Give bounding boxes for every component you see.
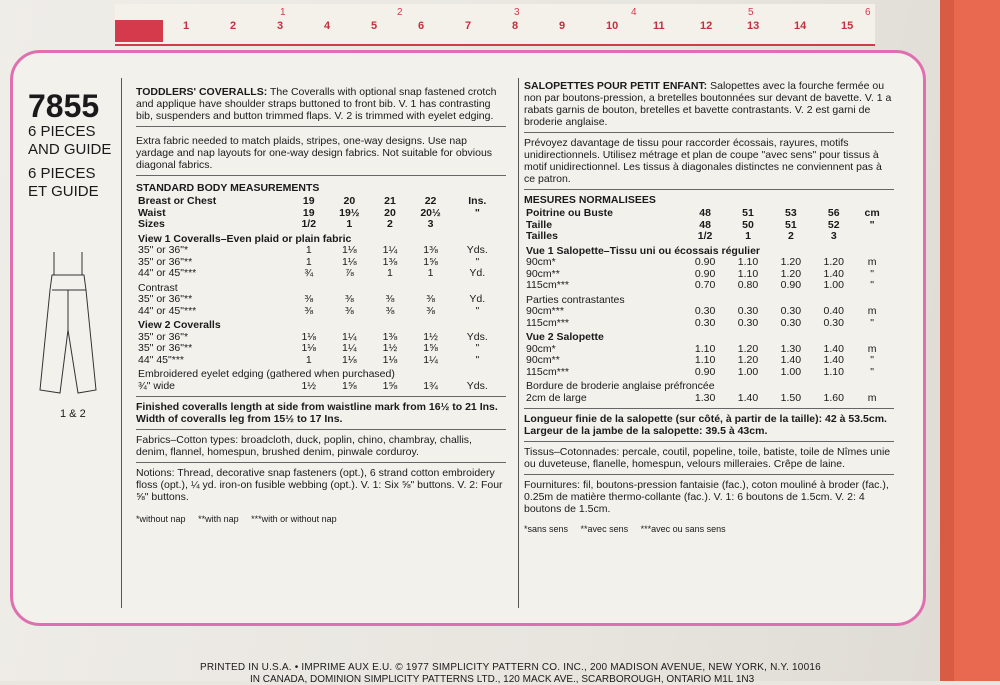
table-row bbox=[136, 381, 501, 393]
table-cell: 0.80 bbox=[737, 279, 759, 291]
pieces-en: 6 PIECES bbox=[28, 123, 96, 140]
table-cell: 1 bbox=[745, 230, 751, 242]
table-cell: ⅜ bbox=[304, 304, 314, 317]
table-cell: 1.60 bbox=[823, 391, 844, 404]
table-cell: Breast or Chest bbox=[138, 195, 217, 207]
table-row bbox=[136, 366, 501, 381]
fr-notions: Fournitures: fil, boutons-pression fantaisie (fac.), coton mouliné à broder (fac.), 0.25m de matière thermo-collante (fac.). V. 1: 6 boutons de 1.5cm. V. 2: 4 boutons de 1.5cm. bbox=[524, 479, 889, 515]
table-cell: 1.20 bbox=[780, 256, 802, 268]
table-cell: 115cm*** bbox=[526, 365, 569, 378]
ruler-cm-mark: 15 bbox=[841, 20, 854, 32]
ruler-cm-mark: 11 bbox=[653, 20, 665, 32]
table-cell: 1¼ bbox=[382, 244, 398, 256]
table-cell bbox=[855, 231, 889, 243]
footer-printed: PRINTED IN U.S.A. • IMPRIME AUX E.U. © 1977 SIMPLICITY PATTERN CO. INC., 200 MADISON AVENUE, NEW YORK, N.Y. 10016 bbox=[200, 662, 821, 673]
table-cell: 1⅝ bbox=[382, 379, 398, 392]
en-legend-3: ***with or without nap bbox=[251, 514, 337, 524]
ruler-red-mark bbox=[115, 20, 163, 42]
ruler-cm-mark: 8 bbox=[512, 20, 519, 32]
table-cell: 1.40 bbox=[823, 267, 844, 280]
ruler-cm-mark: 3 bbox=[277, 20, 284, 32]
table-cell: 1½ bbox=[382, 342, 398, 354]
table-cell: 35" or 36"** bbox=[138, 293, 193, 305]
table-cell: Taille bbox=[526, 218, 553, 231]
table-cell: " bbox=[474, 206, 480, 219]
table-cell: 20 bbox=[384, 206, 396, 219]
table-cell: 2 bbox=[787, 230, 794, 242]
fr-legend-1: *sans sens bbox=[524, 524, 569, 534]
table-cell: 52 bbox=[827, 218, 840, 231]
table-row bbox=[524, 355, 889, 367]
table-cell: 1.20 bbox=[780, 267, 802, 280]
table-cell: 44" or 45"*** bbox=[138, 267, 197, 279]
table-cell: Waist bbox=[138, 206, 166, 219]
table-row bbox=[524, 257, 889, 269]
table-row bbox=[524, 243, 889, 258]
table-cell: 51 bbox=[742, 207, 754, 219]
en-finished-length: Finished coveralls length at side from waistline mark from 16½ to 21 Ins. bbox=[136, 401, 498, 413]
pattern-number: 7855 bbox=[28, 88, 100, 124]
table-cell: 1.50 bbox=[780, 391, 802, 404]
table-cell: 1⅛ bbox=[342, 244, 357, 256]
table-cell: 1⅝ bbox=[342, 379, 357, 392]
table-row bbox=[136, 317, 501, 332]
table-cell: 1.30 bbox=[694, 391, 716, 404]
fr-fabrics: Tissus–Cotonnades: percale, coutil, popeline, toile, batiste, toile de Nîmes unie ou duveteuse, flanelle, homespun, velours milleraies. Crêpe de laine. bbox=[524, 446, 891, 470]
fr-legend-3: ***avec ou sans sens bbox=[640, 524, 726, 534]
table-row bbox=[136, 294, 501, 306]
table-cell: 1.10 bbox=[737, 256, 759, 268]
table-cell: 1¼ bbox=[423, 353, 438, 366]
table-cell: " bbox=[870, 279, 874, 291]
table-cell: 48 bbox=[699, 207, 711, 219]
table-cell: 51 bbox=[785, 218, 797, 231]
table-cell: Yds. bbox=[466, 244, 488, 256]
table-cell: Vue 2 Salopette bbox=[526, 331, 604, 343]
table-row bbox=[136, 231, 501, 246]
column-divider bbox=[121, 78, 122, 608]
table-cell: 90cm*** bbox=[526, 305, 564, 317]
en-finished-width: Width of coveralls leg from 15½ to 17 Ins. bbox=[136, 413, 343, 425]
table-cell: 90cm** bbox=[526, 354, 560, 366]
table-cell: 44" or 45"*** bbox=[138, 304, 197, 317]
table-cell: 19 bbox=[302, 206, 315, 219]
table-cell: 1 bbox=[427, 267, 434, 279]
table-cell: 1.20 bbox=[737, 354, 759, 366]
ruler-cm-mark: 7 bbox=[465, 20, 472, 32]
table-row bbox=[524, 231, 889, 243]
table-cell: 1⅛ bbox=[382, 353, 398, 366]
guide-en: AND GUIDE bbox=[28, 141, 112, 158]
table-cell: ¾ bbox=[304, 267, 314, 279]
table-row bbox=[136, 306, 501, 318]
table-cell: 0.90 bbox=[694, 256, 716, 268]
table-cell: 1 bbox=[387, 267, 393, 279]
table-cell: 53 bbox=[785, 207, 797, 219]
table-cell: Poitrine ou Buste bbox=[526, 207, 613, 219]
table-cell: 1¼ bbox=[342, 330, 357, 343]
en-intro: The Coveralls with optional snap fastened crotch and applique have shoulder straps buttoned to front bib. V. 1 has contrasting bib, suspenders and button trimmed flaps. V. 2 is trimmed with eyelet edging. bbox=[136, 86, 497, 122]
table-cell: 19½ bbox=[339, 206, 360, 219]
table-cell: 90cm* bbox=[526, 342, 556, 355]
en-legend-1: *without nap bbox=[136, 514, 186, 524]
table-cell: 1.30 bbox=[780, 342, 802, 355]
table-cell: 1⅛ bbox=[301, 330, 317, 343]
table-row bbox=[136, 196, 501, 208]
table-cell: 1.40 bbox=[780, 354, 802, 366]
view-label: 1 & 2 bbox=[60, 408, 86, 420]
fr-meas-title: MESURES NORMALISEES bbox=[524, 194, 656, 206]
table-row bbox=[524, 393, 889, 405]
table-cell: 1⅛ bbox=[342, 353, 357, 366]
table-cell: Embroidered eyelet edging (gathered when purchased) bbox=[138, 368, 395, 380]
table-cell: 0.90 bbox=[694, 365, 716, 378]
fr-finished-width: Largeur de la jambe de la salopette: 39.5 à 43cm. bbox=[524, 425, 768, 437]
table-cell: 1¾ bbox=[423, 379, 438, 392]
table-cell: ⅜ bbox=[426, 304, 435, 317]
table-cell: 20 bbox=[343, 195, 356, 207]
table-cell: 1¼ bbox=[342, 342, 357, 354]
english-column bbox=[136, 86, 506, 525]
table-cell: 1 bbox=[305, 353, 312, 366]
table-cell: ⅞ bbox=[344, 267, 354, 279]
table-cell: View 1 Coveralls–Even plaid or plain fabric bbox=[138, 232, 352, 245]
pattern-id-block bbox=[28, 90, 118, 200]
table-cell: 1.20 bbox=[823, 256, 844, 268]
table-cell: Vue 1 Salopette–Tissu uni ou écossais régulier bbox=[526, 244, 760, 257]
table-row bbox=[524, 318, 889, 330]
table-cell: ⅜ bbox=[385, 293, 395, 305]
table-cell: " bbox=[475, 353, 480, 366]
coverall-sketch-icon bbox=[32, 250, 112, 400]
table-cell: Yds. bbox=[466, 379, 488, 392]
fr-intro-title: SALOPETTES POUR PETIT ENFANT: bbox=[524, 80, 708, 92]
table-cell: m bbox=[867, 256, 877, 268]
table-cell: ⅜ bbox=[304, 293, 314, 305]
table-cell: 1⅝ bbox=[423, 342, 438, 354]
table-cell: Ins. bbox=[468, 195, 487, 207]
table-row bbox=[136, 355, 501, 367]
table-cell: 115cm*** bbox=[526, 279, 569, 291]
table-row bbox=[524, 367, 889, 379]
fr-measurement-table bbox=[524, 208, 889, 404]
table-cell: 1.10 bbox=[694, 342, 716, 355]
table-cell: 0.30 bbox=[737, 316, 759, 329]
ruler-cm-mark: 12 bbox=[700, 20, 713, 32]
table-cell: " bbox=[869, 218, 875, 231]
table-cell: 1.10 bbox=[694, 354, 716, 366]
table-cell: " bbox=[870, 267, 874, 280]
table-cell: 20½ bbox=[420, 206, 441, 219]
table-cell: 0.90 bbox=[694, 267, 716, 280]
table-cell: Yd. bbox=[469, 267, 486, 279]
en-intro-title: TODDLERS' COVERALLS: bbox=[136, 86, 268, 98]
table-cell: " bbox=[870, 365, 874, 378]
en-meas-title: STANDARD BODY MEASUREMENTS bbox=[136, 182, 320, 194]
fr-intro: Salopettes avec la fourche fermée ou non par boutons-pression, a bretelles boutonnées sur devant de bavette. V. 1 a rabats garnis de bouton, bretelles et bavette contrastants. V. 2 est garni de broderie anglaise. bbox=[524, 80, 892, 128]
table-row bbox=[524, 280, 889, 292]
table-cell: Tailles bbox=[526, 230, 558, 242]
table-cell: 1/2 bbox=[697, 230, 713, 242]
table-cell: View 2 Coveralls bbox=[138, 319, 221, 331]
table-cell: Yd. bbox=[469, 293, 486, 305]
table-cell: 56 bbox=[827, 207, 840, 219]
table-cell: 1⅜ bbox=[423, 244, 438, 256]
en-note: Extra fabric needed to match plaids, stripes, one-way designs. Use nap yardage and nap layouts for one-way design fabrics. Not suitable for obvious diagonal fabrics. bbox=[136, 135, 493, 171]
table-cell: 1.40 bbox=[823, 342, 844, 355]
table-cell: 90cm* bbox=[526, 256, 556, 268]
en-legend-2: **with nap bbox=[198, 514, 239, 524]
table-cell: " bbox=[870, 316, 874, 329]
guide-fr: ET GUIDE bbox=[28, 183, 99, 200]
table-cell: 21 bbox=[384, 195, 396, 207]
table-cell: 1.40 bbox=[737, 391, 759, 404]
table-cell: 50 bbox=[742, 218, 754, 231]
ruler-inch-mark: 4 bbox=[631, 7, 637, 18]
footer-canada: IN CANADA, DOMINION SIMPLICITY PATTERNS LTD., 120 MACK AVE., SCARBOROUGH, ONTARIO M1L 1N3 bbox=[250, 674, 755, 685]
table-cell: 1.00 bbox=[823, 279, 844, 291]
table-cell: " bbox=[475, 304, 480, 317]
table-cell: 0.40 bbox=[823, 305, 844, 317]
ruler-cm-mark: 14 bbox=[794, 20, 807, 32]
ruler-inch-mark: 2 bbox=[397, 7, 403, 18]
en-notions: Notions: Thread, decorative snap fasteners (opt.), 6 strand cotton embroidery floss (opt.), ¼ yd. iron-on fusible webbing (opt.). V. 1: Six ⅝" buttons. V. 2: Four ⅝" buttons. bbox=[136, 467, 503, 503]
table-cell: cm bbox=[864, 207, 880, 219]
table-cell: m bbox=[867, 342, 877, 355]
table-row bbox=[136, 219, 501, 231]
table-cell: 0.30 bbox=[694, 305, 716, 317]
table-cell: 35" or 36"** bbox=[138, 255, 193, 268]
table-cell: 2 bbox=[387, 218, 393, 230]
ruler-cm-mark: 5 bbox=[371, 20, 378, 32]
fr-note: Prévoyez davantage de tissu pour raccorder écossais, rayures, motifs unidirectionnels. Utilisez métrage et plan de coupe "avec sens" pour tissus à motif unidirectionnel. Les tissus à diagonales distinctes ne conviennent pas à ce patron. bbox=[524, 137, 882, 185]
envelope-flap bbox=[940, 0, 1000, 681]
table-cell: " bbox=[870, 354, 874, 366]
table-cell: " bbox=[475, 255, 480, 268]
table-row bbox=[524, 292, 889, 307]
table-cell: Contrast bbox=[138, 281, 178, 294]
table-cell: 22 bbox=[424, 195, 437, 207]
table-cell: ⅜ bbox=[426, 293, 435, 305]
table-cell: 0.30 bbox=[737, 305, 759, 317]
table-cell: 90cm** bbox=[526, 267, 560, 280]
ruler-inch-mark: 6 bbox=[865, 7, 871, 18]
table-cell: 1/2 bbox=[301, 218, 317, 230]
table-row bbox=[136, 245, 501, 257]
ruler-inch-mark: 5 bbox=[748, 7, 754, 18]
table-row bbox=[524, 306, 889, 318]
ruler-cm-mark: 1 bbox=[183, 20, 190, 32]
french-column bbox=[524, 80, 894, 535]
ruler bbox=[115, 4, 875, 46]
en-fabrics: Fabrics–Cotton types: broadcloth, duck, poplin, chino, chambray, challis, denim, flannel, homespun, brushed denim, pinwale corduroy. bbox=[136, 434, 472, 458]
table-cell: 1½ bbox=[301, 379, 317, 392]
table-cell: ⅜ bbox=[344, 304, 354, 317]
table-cell: 2cm de large bbox=[526, 391, 587, 404]
table-cell: 35" or 36"* bbox=[138, 244, 189, 256]
table-cell bbox=[454, 219, 501, 231]
en-measurement-table bbox=[136, 196, 501, 392]
table-cell: 0.30 bbox=[823, 316, 844, 329]
table-cell: Yds. bbox=[466, 330, 488, 343]
ruler-cm-mark: 6 bbox=[418, 20, 425, 32]
ruler-cm-mark: 9 bbox=[559, 20, 566, 32]
table-cell: 0.30 bbox=[780, 305, 802, 317]
table-cell: Bordure de broderie anglaise préfroncée bbox=[526, 380, 715, 392]
table-cell: 1 bbox=[305, 255, 312, 268]
table-cell: ⅜ bbox=[385, 304, 395, 317]
table-cell: Sizes bbox=[138, 218, 165, 230]
table-cell: Parties contrastantes bbox=[526, 293, 625, 306]
ruler-cm-mark: 4 bbox=[324, 20, 331, 32]
table-cell: 1.00 bbox=[737, 365, 759, 378]
table-cell: 1⅝ bbox=[423, 255, 438, 268]
ruler-cm-mark: 10 bbox=[606, 20, 619, 32]
ruler-cm-mark: 2 bbox=[230, 20, 237, 32]
ruler-inch-mark: 3 bbox=[514, 7, 520, 18]
table-row bbox=[136, 343, 501, 355]
table-cell: 1.00 bbox=[780, 365, 802, 378]
table-cell: 1.10 bbox=[737, 267, 759, 280]
table-cell: 0.30 bbox=[694, 316, 716, 329]
table-row bbox=[136, 208, 501, 220]
ruler-inch-mark: 1 bbox=[280, 7, 286, 18]
table-cell: 115cm*** bbox=[526, 316, 569, 329]
table-cell: 1½ bbox=[423, 330, 438, 343]
table-cell: m bbox=[867, 305, 877, 317]
table-cell: 1.10 bbox=[823, 365, 844, 378]
table-cell: ¾" wide bbox=[138, 379, 175, 392]
table-cell: 48 bbox=[699, 218, 711, 231]
table-cell: 44" 45"*** bbox=[138, 353, 184, 366]
table-row bbox=[524, 208, 889, 220]
table-cell: 1⅛ bbox=[342, 255, 357, 268]
fr-legend-2: **avec sens bbox=[580, 524, 629, 534]
table-cell: 0.90 bbox=[780, 279, 802, 291]
fr-finished-length: Longueur finie de la salopette (sur côté, à partir de la taille): 42 à 53.5cm. bbox=[524, 413, 887, 425]
table-cell: 1 bbox=[346, 218, 353, 230]
table-cell: m bbox=[867, 391, 877, 404]
table-cell: 35" or 36"** bbox=[138, 342, 193, 354]
table-cell: 1.20 bbox=[737, 342, 759, 355]
table-row bbox=[136, 280, 501, 295]
table-cell: 1⅜ bbox=[382, 330, 398, 343]
table-cell: 1.40 bbox=[823, 354, 844, 366]
table-cell: 1 bbox=[305, 244, 312, 256]
table-row bbox=[524, 329, 889, 344]
table-cell: 3 bbox=[427, 218, 434, 230]
table-cell: ⅜ bbox=[344, 293, 354, 305]
ruler-cm-mark: 13 bbox=[747, 20, 760, 32]
pieces-fr: 6 PIECES bbox=[28, 165, 96, 182]
table-cell: 3 bbox=[830, 230, 837, 242]
table-cell: 35" or 36"* bbox=[138, 330, 189, 343]
table-cell: 19 bbox=[302, 195, 315, 207]
column-divider bbox=[518, 78, 519, 608]
table-cell: " bbox=[475, 342, 480, 354]
table-cell: 0.30 bbox=[780, 316, 802, 329]
table-row bbox=[524, 378, 889, 393]
table-row bbox=[136, 268, 501, 280]
table-cell: 1⅛ bbox=[301, 342, 317, 354]
table-cell: 0.70 bbox=[694, 279, 716, 291]
table-cell: 1⅜ bbox=[382, 255, 398, 268]
